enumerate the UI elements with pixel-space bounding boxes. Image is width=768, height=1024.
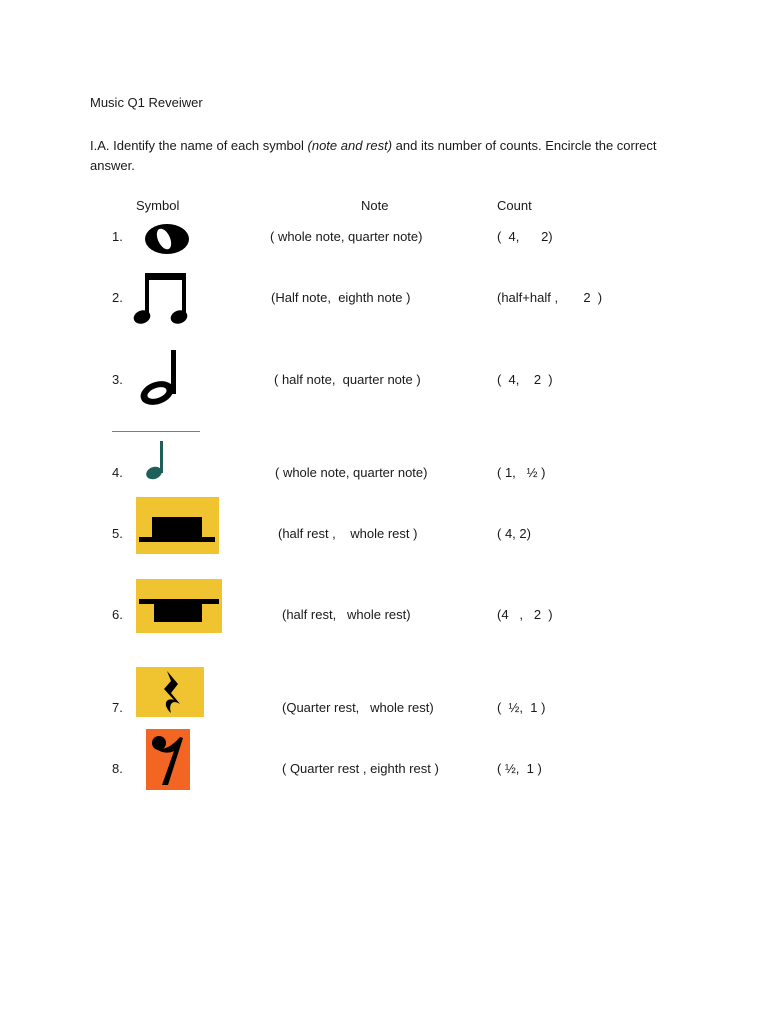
page-title: Music Q1 Reveiwer [90, 95, 203, 110]
row-number: 3. [112, 372, 123, 387]
note-options: (half rest, whole rest) [282, 607, 411, 622]
instructions-text-end: and its number of counts. Encircle the correct answer. [90, 138, 657, 173]
note-options: ( whole note, quarter note) [275, 465, 428, 480]
count-options: (half+half , 2 ) [497, 290, 603, 305]
note-options: (Half note, eighth note ) [271, 290, 411, 305]
header-note: Note [361, 198, 389, 213]
count-options: ( 4, 2) [497, 229, 553, 244]
note-options: (half rest , whole rest ) [278, 526, 418, 541]
header-symbol: Symbol [136, 198, 180, 213]
count-options: ( 4, 2 ) [497, 372, 553, 387]
count-options: ( ½, 1 ) [497, 700, 546, 715]
divider-line [112, 430, 202, 433]
row-number: 4. [112, 465, 123, 480]
row-number: 2. [112, 290, 123, 305]
note-options: ( Quarter rest , eighth rest ) [282, 761, 439, 776]
row-number: 6. [112, 607, 123, 622]
instructions-emphasis: (note and rest) [307, 138, 393, 153]
row-number: 5. [112, 526, 123, 541]
count-options: (4 , 2 ) [497, 607, 553, 622]
note-options: (Quarter rest, whole rest) [282, 700, 434, 715]
count-options: ( ½, 1 ) [497, 761, 542, 776]
whole-note-icon [143, 222, 191, 256]
note-options: ( half note, quarter note ) [274, 372, 421, 387]
row-number: 8. [112, 761, 123, 776]
note-options: ( whole note, quarter note) [270, 229, 423, 244]
instructions [90, 136, 670, 176]
quarter-note-icon [144, 439, 168, 481]
row-number: 1. [112, 229, 123, 244]
beamed-eighth-notes-icon [131, 270, 193, 326]
half-rest-icon [136, 497, 219, 554]
half-note-icon [136, 348, 182, 406]
count-options: ( 4, 2) [497, 526, 531, 541]
eighth-rest-icon [146, 729, 190, 790]
header-count: Count [497, 198, 532, 213]
count-options: ( 1, ½ ) [497, 465, 546, 480]
quarter-rest-icon [136, 667, 204, 717]
instructions-text: I.A. Identify the name of each symbol [90, 138, 308, 153]
row-number: 7. [112, 700, 123, 715]
whole-rest-icon [136, 579, 222, 633]
